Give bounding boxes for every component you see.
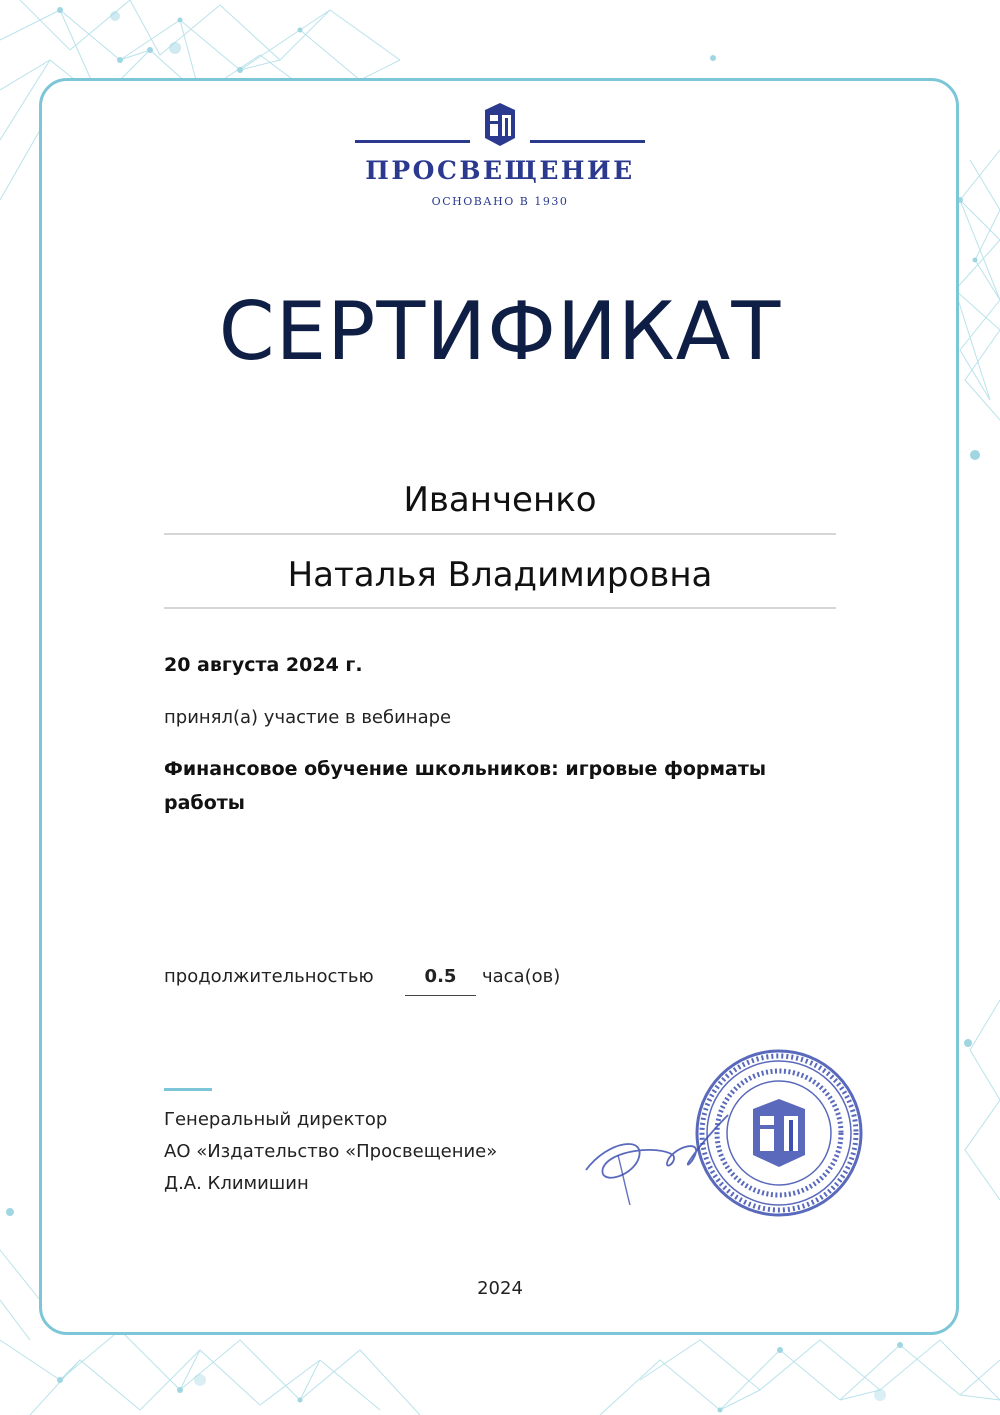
logo-founded-caption: ОСНОВАНО В 1930 (431, 195, 569, 208)
signatory-accent-bar (164, 1088, 212, 1091)
publisher-logo (350, 100, 650, 215)
participation-text: принял(а) участие в вебинаре (164, 707, 452, 728)
prosveshchenie-logo-mark-icon (483, 102, 517, 148)
issue-year: 2024 (477, 1278, 523, 1299)
recipient-given-names: Наталья Владимировна (287, 555, 713, 595)
company-seal-stamp (693, 1047, 865, 1219)
event-date: 20 августа 2024 г. (164, 654, 363, 676)
duration-label: продолжительностью (164, 966, 374, 987)
logo-wordmark: ПРОСВЕЩЕНИЕ (365, 156, 635, 185)
surname-underline (164, 533, 836, 535)
certificate-title: СЕРТИФИКАТ (218, 285, 782, 378)
duration-unit: часа(ов) (482, 966, 561, 987)
signatory-position: Генеральный директор (164, 1109, 388, 1130)
signatory-company: АО «Издательство «Просвещение» (164, 1141, 498, 1162)
webinar-title: Финансовое обучение школьников: игровые форматы работы (164, 758, 767, 814)
recipient-surname: Иванченко (403, 480, 597, 520)
logo-rule-right (530, 140, 645, 143)
duration-value: 0.5 (405, 966, 476, 996)
logo-rule-left (355, 140, 470, 143)
given-names-underline (164, 607, 836, 609)
signatory-name: Д.А. Климишин (164, 1173, 309, 1194)
